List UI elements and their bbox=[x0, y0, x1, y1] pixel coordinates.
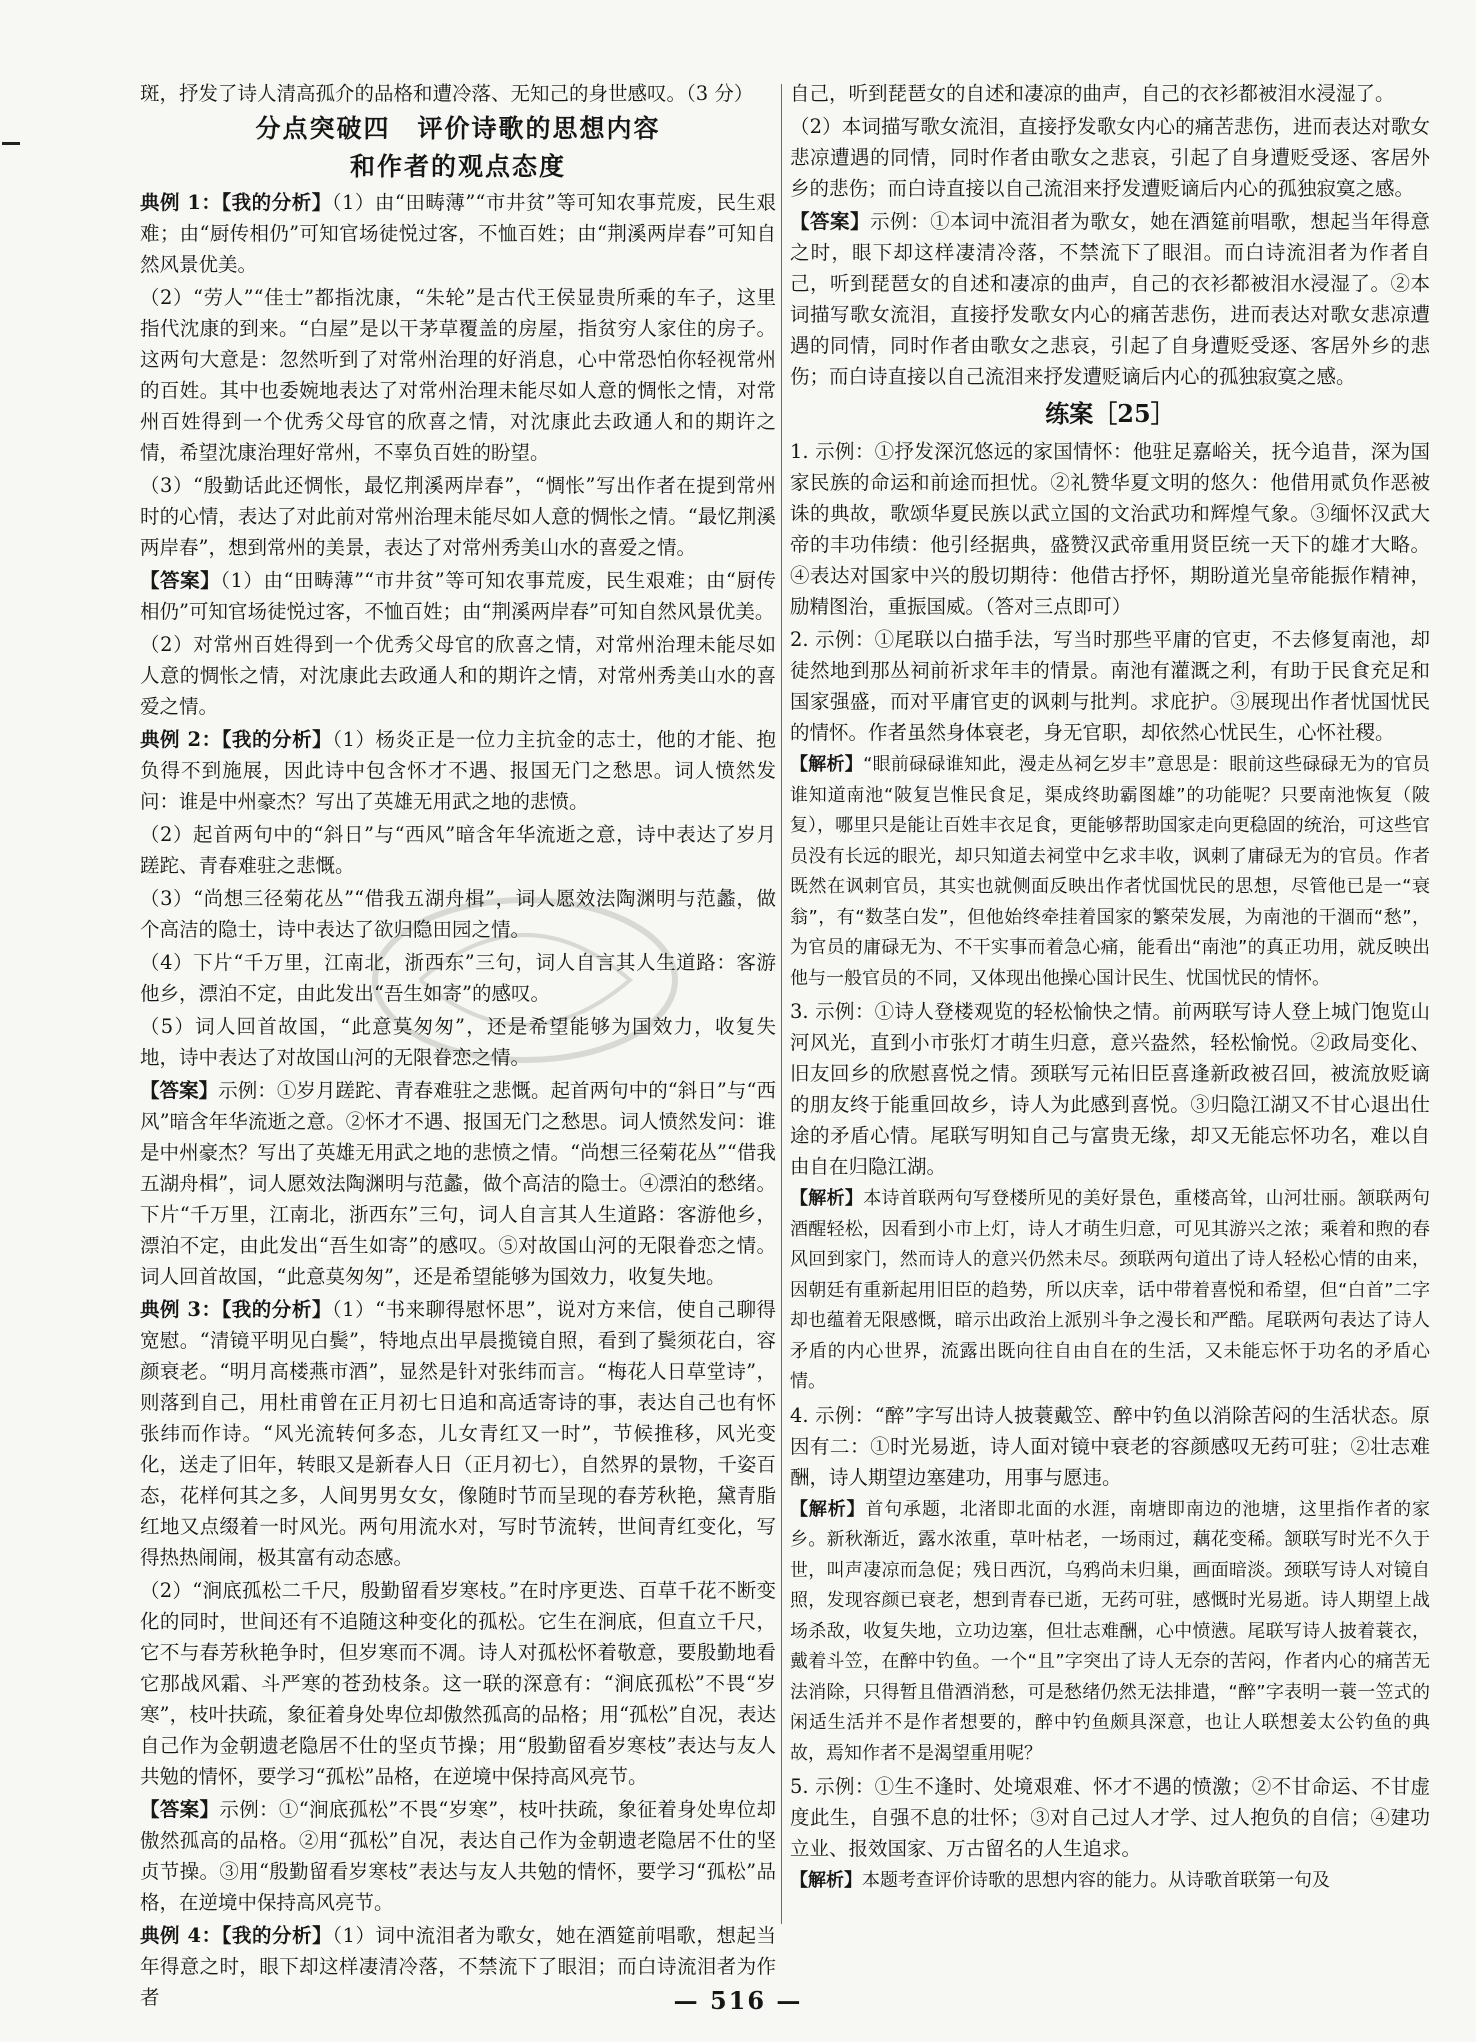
example-2-p2: （2）起首两句中的“斜日”与“西风”暗含年华流逝之意，诗中表达了岁月蹉跎、青春难驻之悲慨。 bbox=[140, 823, 776, 877]
analysis-tag: 【解析】 bbox=[790, 754, 864, 775]
analysis-tag: 【解析】 bbox=[790, 1188, 864, 1209]
example-1-answer bbox=[140, 565, 776, 627]
right-column bbox=[790, 78, 1430, 1899]
example-3-ans: 示例：①“涧底孤松”不畏“岁寒”，枝叶扶疏，象征着身处卑位却傲然孤高的品格。②用“孤松”自况，表达自己作为金朝遗老隐居不仕的坚贞节操。③用“殷勤留看岁寒枝”表达与友人共勉的情怀，要学习“孤松”品格，在逆境中保持高风亮节。 bbox=[140, 1798, 776, 1914]
question-2-analysis-text: “眼前碌碌谁知此，漫走丛祠乞岁丰”意思是：眼前这些碌碌无为的官员谁知道南池“陂复岂惟民食足，渠成终助霸图雄”的功能呢？只要南池恢复（陂复），哪里只是能让百姓丰衣足食，更能够帮助国家走向更稳固的统治，可这些官员没有长远的眼光，却只知道去祠堂中乞求丰收，讽刺了庸碌无为的官员。作者既然在讽刺官员，其实也就侧面反映出作者忧国忧民的思想，尽管他已是一“衰翁”，有“数茎白发”，但他始终牵挂着国家的繁荣发展，为南池的干涸而“愁”，为官员的庸碌无为、不干实事而着急心痛，能看出“南池”的真正功用，就反映出他与一般官员的不同，又体现出他操心国计民生、忧国忧民的情怀。 bbox=[790, 754, 1431, 989]
question-2-analysis bbox=[790, 750, 1430, 994]
example-2-answer bbox=[140, 1075, 776, 1292]
intro-text: 斑，抒发了诗人清高孤介的品格和遭冷落、无知己的身世感叹。（3 分） bbox=[140, 82, 754, 105]
answer-tag: 【答案】 bbox=[140, 1798, 220, 1821]
question-3-analysis bbox=[790, 1184, 1430, 1398]
analysis-tag: 【解析】 bbox=[790, 1498, 866, 1520]
example-3-head: 典例 3：【我的分析】 bbox=[140, 1298, 332, 1321]
question-3-analysis-text: 本诗首联两句写登楼所见的美好景色，重楼高耸，山河壮丽。颔联两句酒醒轻松，因看到小市上灯，诗人才萌生归意，可见其游兴之浓；乘着和煦的春风回到家门，然而诗人的意兴仍然未尽。颈联两句道出了诗人轻松心情的由来，因朝廷有重新起用旧臣的趋势，所以庆幸，话中带着喜悦和希望，但“白首”二字却也蕴着无限感慨，暗示出政治上派别斗争之漫长和严酷。尾联两句表达了诗人矛盾的内心世界，流露出既向往自由自在的生活，又未能忘怀于功名的矛盾心情。 bbox=[790, 1188, 1431, 1392]
question-5-analysis bbox=[790, 1866, 1430, 1897]
question-5-analysis-text: 本题考查评价诗歌的思想内容的能力。从诗歌首联第一句及 bbox=[862, 1870, 1330, 1891]
example-3-p1: （1）“书来聊得慰怀思”，说对方来信，使自己聊得宽慰。“清镜平明见白鬓”，特地点出早晨揽镜自照，看到了鬓须花白，容颜衰老。“明月高楼燕市酒”，显然是针对张纬而言。“梅花人日草堂诗”，则落到自己，用杜甫曾在正月初七日追和高适寄诗的事，表达自己也有怀张纬而作诗。“风光流转何多态，儿女青红又一时”，节候推移，风光变化，送走了旧年，转眼又是新春人日（正月初七），自然界的景物，千姿百态，花样何其之多，人间男男女女，像随时节而呈现的春芳秋艳，黛青脂红地又点缀着一时风光。两句用流水对，写时节流转，世间青红变化，写得热热闹闹，极其富有动态感。 bbox=[140, 1298, 776, 1569]
question-5: 5. 示例：①生不逢时、处境艰难、怀才不遇的愤激；②不甘命运、不甘虚度此生，自强不息的壮怀；③对自己过人才学、过人抱负的自信；④建功立业、报效国家、万古留名的人生追求。 bbox=[790, 1775, 1430, 1860]
example-1-ans1: （1）由“田畴薄”“市井贫”等可知农事荒废，民生艰难；由“厨传相仍”可知官场徒悦过客，不恤百姓；由“荆溪两岸春”可知自然风景优美。 bbox=[140, 569, 776, 623]
answer-tag: 【答案】 bbox=[140, 1079, 219, 1102]
example-4-head: 典例 4：【我的分析】 bbox=[140, 1924, 333, 1947]
page-number: — 516 — bbox=[673, 1986, 803, 2015]
example-3 bbox=[140, 1294, 776, 1573]
example-3-p2: （2）“涧底孤松二千尺，殷勤留看岁寒枝。”在时序更迭、百草千花不断变化的同时，世间还有不追随这种变化的孤松。它生在涧底，但直立千尺，它不与春芳秋艳争时，但岁寒而不凋。诗人对孤松怀着敬意，要殷勤地看它那战风霜、斗严寒的苍劲枝条。这一联的深意有：“涧底孤松”不畏“岁寒”，枝叶扶疏，象征着身处卑位却傲然孤高的品格；用“孤松”自况，表达自己作为金朝遗老隐居不仕的坚贞节操；用“殷勤留看岁寒枝”表达与友人共勉的情怀，要学习“孤松”品格，在逆境中保持高风亮节。 bbox=[140, 1579, 776, 1788]
section-title-line1: 分点突破四 评价诗歌的思想内容 bbox=[255, 114, 661, 143]
example-1-ans2: （2）对常州百姓得到一个优秀父母官的欣喜之情，对常州治理未能尽如人意的惆怅之情，对沈康此去政通人和的期许之情，对常州秀美山水的喜爱之情。 bbox=[140, 633, 776, 718]
example-2-p3: （3）“尚想三径菊花丛”“借我五湖舟楫”，词人愿效法陶渊明与范蠡，做个高洁的隐士，诗中表达了欲归隐田园之情。 bbox=[140, 887, 776, 941]
question-4-analysis bbox=[790, 1495, 1430, 1770]
question-4-analysis-text: 首句承题，北渚即北面的水涯，南塘即南边的池塘，这里指作者的家乡。新秋渐近，露水浓重，草叶枯老，一场雨过，藕花变稀。颔联写时光不久于世，叫声凄凉而急促；残日西沉，乌鸦尚未归巢，画面暗淡。颈联写诗人对镜自照，发现容颜已衰老，想到青春已逝，无药可驻，感慨时光易逝。诗人期望上战场杀敌，收复失地，立功边塞，但壮志难酬，心中愤懑。尾联写诗人披着蓑衣，戴着斗笠，在醉中钓鱼。一个“且”字突出了诗人无奈的苦闷，作者内心的痛苦无法消除，只得暂且借酒消愁，可是愁绪仍然无法排遣，“醉”字表明一蓑一笠式的闲适生活并不是作者想要的，醉中钓鱼颇具深意，也让人联想姜太公钓鱼的典故，焉知作者不是渴望重用呢？ bbox=[790, 1498, 1431, 1764]
answer-tag: 【答案】 bbox=[790, 210, 871, 233]
example-2-p1: （1）杨炎正是一位力主抗金的志士，他的才能、抱负得不到施展，因此诗中包含怀才不遇、报国无门之愁思。词人愤然发问：谁是中州豪杰？写出了英雄无用武之地的悲愤。 bbox=[140, 728, 776, 813]
continued-text-2: （2）本词描写歌女流泪，直接抒发歌女内心的痛苦悲伤，进而表达对歌女悲凉遭遇的同情，同时作者由歌女之悲哀，引起了自身遭贬受逐、客居外乡的悲伤；而白诗直接以自己流泪来抒发遭贬谪后内心的孤独寂寞之感。 bbox=[790, 115, 1430, 200]
right-answer bbox=[790, 206, 1430, 392]
answer-tag: 【答案】 bbox=[140, 569, 221, 592]
question-2: 2. 示例：①尾联以白描手法，写当时那些平庸的官吏，不去修复南池，却徒然地到那丛祠前祈求年丰的情景。南池有灌溉之利，有助于民食充足和国家强盛，而对平庸官吏的讽刺与批判。求庇护。③展现出作者忧国忧民的情怀。作者虽然身体衰老，身无官职，却依然心忧民生，心怀社稷。 bbox=[790, 628, 1430, 744]
question-4: 4. 示例：“醉”字写出诗人披蓑戴笠、醉中钓鱼以消除苦闷的生活状态。原因有二：①时光易逝，诗人面对镜中衰老的容颜感叹无药可驻；②壮志难酬，诗人期望边塞建功，用事与愿违。 bbox=[790, 1403, 1430, 1489]
example-1 bbox=[140, 187, 776, 280]
continued-text-1: 自己，听到琵琶女的自述和凄凉的曲声，自己的衣衫都被泪水浸湿了。 bbox=[790, 82, 1395, 105]
practice-title: 练案［25］ bbox=[1045, 399, 1175, 428]
analysis-tag: 【解析】 bbox=[790, 1870, 862, 1891]
example-1-p1: （1）由“田畴薄”“市井贫”等可知农事荒废，民生艰难；由“厨传相仍”可知官场徒悦过客，不恤百姓；由“荆溪两岸春”可知自然风景优美。 bbox=[140, 191, 776, 276]
question-3: 3. 示例：①诗人登楼观览的轻松愉快之情。前两联写诗人登上城门饱览山河风光，直到小市张灯才萌生归意，意兴盎然，轻松愉悦。②政局变化、旧友回乡的欣慰喜悦之情。颈联写元祐旧臣喜逢新政被召回，被流放贬谪的朋友终于能重回故乡，诗人为此感到喜悦。③归隐江湖又不甘心退出仕途的矛盾心情。尾联写明知自己与富贵无缘，却又无能忘怀功名，难以自由自在归隐江湖。 bbox=[790, 1000, 1430, 1178]
section-title-line2: 和作者的观点态度 bbox=[349, 152, 566, 181]
example-1-p3: （3）“殷勤话此还惆怅，最忆荆溪两岸春”，“惆怅”写出作者在提到常州时的心情，表达了对此前对常州治理未能尽如人意的惆怅之情。“最忆荆溪两岸春”，想到常州的美景，表达了对常州秀美山水的喜爱之情。 bbox=[140, 474, 776, 559]
example-2-ans: 示例：①岁月蹉跎、青春难驻之悲慨。起首两句中的“斜日”与“西风”暗含年华流逝之意。②怀才不遇、报国无门之愁思。词人愤然发问：谁是中州豪杰？写出了英雄无用武之地的悲愤之情。“尚想三径菊花丛”“借我五湖舟楫”，词人愿效法陶渊明与范蠡，做个高洁的隐士。④漂泊的愁绪。下片“千万里，江南北，浙西东”三句，词人自言其人生道路：客游他乡，漂泊不定，由此发出“吾生如寄”的感叹。⑤对故国山河的无限眷恋之情。词人回首故国，“此意莫匆匆”，还是希望能够为国效力，收复失地。 bbox=[140, 1079, 776, 1288]
example-2-p4: （4）下片“千万里，江南北，浙西东”三句，词人自言其人生道路：客游他乡，漂泊不定，由此发出“吾生如寄”的感叹。 bbox=[140, 951, 776, 1005]
right-answer-text: 示例：①本词中流泪者为歌女，她在酒筵前唱歌，想起当年得意之时，眼下却这样凄清冷落，不禁流下了眼泪。而白诗流泪者为作者自己，听到琵琶女的自述和凄凉的曲声，自己的衣衫都被泪水浸湿了。②本词描写歌女流泪，直接抒发歌女内心的痛苦悲伤，进而表达对歌女悲凉遭遇的同情，同时作者由歌女之悲哀，引起了自身遭贬受逐、客居外乡的悲伤；而白诗直接以自己流泪来抒发遭贬谪后内心的孤独寂寞之感。 bbox=[790, 210, 1430, 388]
column-divider bbox=[781, 84, 782, 1924]
example-3-answer bbox=[140, 1794, 776, 1918]
example-2 bbox=[140, 724, 776, 817]
example-2-p5: （5）词人回首故国，“此意莫匆匆”，还是希望能够为国效力，收复失地，诗中表达了对故国山河的无限眷恋之情。 bbox=[140, 1015, 776, 1069]
example-1-head: 典例 1：【我的分析】 bbox=[140, 191, 332, 214]
margin-mark bbox=[2, 142, 20, 145]
example-1-p2: （2）“劳人”“佳士”都指沈康，“朱轮”是古代王侯显贵所乘的车子，这里指代沈康的到来。“白屋”是以干茅草覆盖的房屋，指贫穷人家住的房子。这两句大意是：忽然听到了对常州治理的好消息，心中常恐怕你轻视常州的百姓。其中也委婉地表达了对常州治理未能尽如人意的惆怅之情，对常州百姓得到一个优秀父母官的欣喜之情，对沈康此去政通人和的期许之情，希望沈康治理好常州，不辜负百姓的盼望。 bbox=[140, 286, 776, 464]
example-4-p1: （1）词中流泪者为歌女，她在酒筵前唱歌，想起当年得意之时，眼下却这样凄清冷落，不禁流下了眼泪；而白诗流泪者为作者 bbox=[140, 1924, 776, 2009]
left-column bbox=[140, 78, 776, 2015]
question-1: 1. 示例：①抒发深沉悠远的家国情怀：他驻足嘉峪关，抚今追昔，深为国家民族的命运和前途而担忧。②礼赞华夏文明的悠久：他借用贰负作恶被诛的典故，歌颂华夏民族以武立国的文治武功和辉煌气象。③缅怀汉武大帝的丰功伟绩：他引经据典，盛赞汉武帝重用贤臣统一天下的雄才大略。④表达对国家中兴的殷切期待：他借古抒怀，期盼道光皇帝能振作精神，励精图治，重振国威。（答对三点即可） bbox=[790, 440, 1430, 618]
example-2-head: 典例 2：【我的分析】 bbox=[140, 728, 333, 751]
